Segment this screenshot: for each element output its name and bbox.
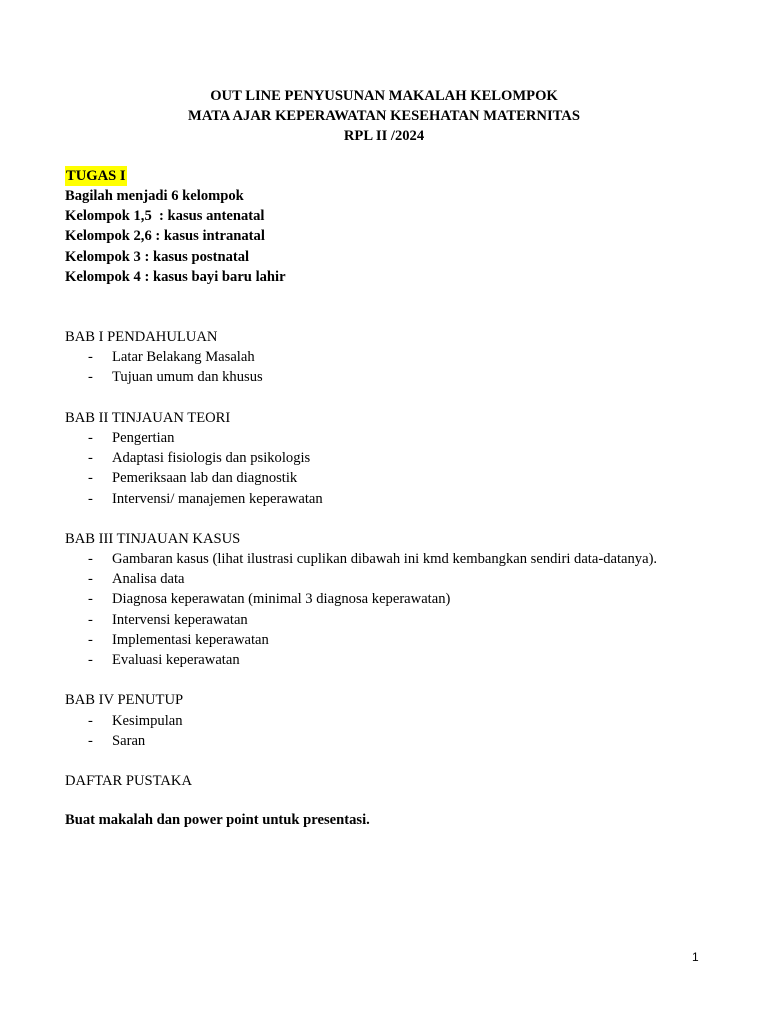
chapter-1 <box>65 327 745 388</box>
assignment-label: TUGAS I <box>65 166 127 186</box>
group-line: Kelompok 3 : kasus postnatal <box>65 248 250 265</box>
list-item-text: Latar Belakang Masalah <box>112 349 255 366</box>
list-item-text: Pemeriksaan lab dan diagnostik <box>112 470 298 487</box>
list-item <box>65 448 745 468</box>
chapter-4 <box>65 690 745 751</box>
list-item <box>65 569 745 589</box>
document-title <box>0 86 768 147</box>
list-item-text: Kesimpulan <box>112 712 183 729</box>
list-item-text: Analisa data <box>112 571 185 588</box>
title-line-3: RPL II /2024 <box>343 128 425 145</box>
bullet-dash: - <box>88 450 93 467</box>
chapter-title: BAB I PENDAHULUAN <box>65 329 218 345</box>
list-item <box>65 650 745 670</box>
group-instructions <box>65 186 286 287</box>
chapter-title: BAB IV PENUTUP <box>65 692 184 709</box>
closing-instruction: Buat makalah dan power point untuk presentasi. <box>65 812 370 828</box>
group-line: Kelompok 2,6 : kasus intranatal <box>65 228 265 245</box>
list-item <box>65 549 745 569</box>
list-item-text: Intervensi keperawatan <box>112 611 248 628</box>
list-item-text: Pengertian <box>112 429 175 446</box>
list-item-text: Implementasi keperawatan <box>112 631 269 648</box>
list-item <box>65 711 745 731</box>
bullet-dash: - <box>88 349 93 366</box>
list-item-text: Saran <box>112 732 146 749</box>
bullet-dash: - <box>88 429 93 446</box>
list-item <box>65 489 745 509</box>
bullet-dash: - <box>88 551 93 568</box>
list-item <box>65 630 745 650</box>
list-item <box>65 589 745 609</box>
assignment-heading <box>65 166 127 186</box>
list-item-text: Evaluasi keperawatan <box>112 652 240 668</box>
list-item <box>65 347 745 367</box>
list-item-text: Tujuan umum dan khusus <box>112 369 263 386</box>
bullet-dash: - <box>88 611 93 628</box>
outline-sections <box>65 327 745 791</box>
group-line: Kelompok 4 : kasus bayi baru lahir <box>65 268 286 285</box>
group-line: Kelompok 1,5 : kasus antenatal <box>65 208 265 225</box>
list-item-text: Diagnosa keperawatan (minimal 3 diagnosa keperawatan) <box>112 591 451 608</box>
list-item <box>65 428 745 448</box>
bullet-dash: - <box>88 470 93 487</box>
group-line: Bagilah menjadi 6 kelompok <box>65 188 244 204</box>
bullet-dash: - <box>88 631 93 648</box>
chapter-title: BAB III TINJAUAN KASUS <box>65 530 241 547</box>
bullet-dash: - <box>88 652 93 668</box>
chapter-3 <box>65 529 745 670</box>
references-heading: DAFTAR PUSTAKA <box>65 773 192 790</box>
list-item-text: Adaptasi fisiologis dan psikologis <box>112 450 311 467</box>
list-item-text: Gambaran kasus (lihat ilustrasi cuplikan dibawah ini kmd kembangkan sendiri data-datanya). <box>112 551 658 568</box>
bullet-dash: - <box>88 369 93 386</box>
list-item <box>65 731 745 751</box>
chapter-2 <box>65 408 745 509</box>
title-line-2: MATA AJAR KEPERAWATAN KESEHATAN MATERNITAS <box>188 108 580 125</box>
page-number: 1 <box>692 950 699 964</box>
list-item <box>65 468 745 488</box>
title-line-1: OUT LINE PENYUSUNAN MAKALAH KELOMPOK <box>210 88 558 104</box>
list-item <box>65 367 745 387</box>
bullet-dash: - <box>88 591 93 608</box>
bullet-dash: - <box>88 732 93 749</box>
bullet-dash: - <box>88 571 93 588</box>
list-item-text: Intervensi/ manajemen keperawatan <box>112 490 323 507</box>
chapter-title: BAB II TINJAUAN TEORI <box>65 409 231 426</box>
bullet-dash: - <box>88 712 93 729</box>
bullet-dash: - <box>88 490 93 507</box>
list-item <box>65 610 745 630</box>
